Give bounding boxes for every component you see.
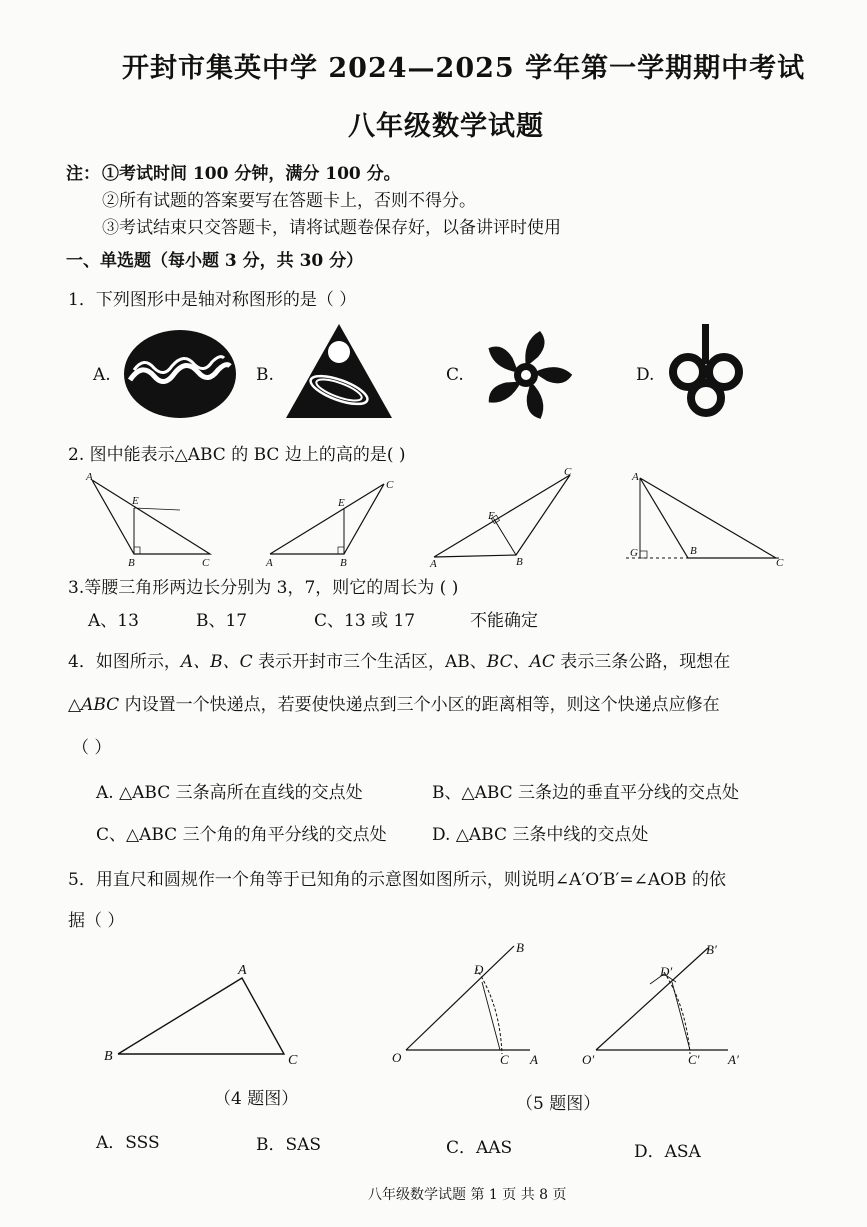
q4-line1-b: 表示开封市三个生活区，AB、	[252, 652, 487, 672]
fig4-label-c: C	[288, 1053, 298, 1068]
q2-f2-label-a: A	[266, 557, 273, 569]
q2-figure-1	[80, 470, 220, 569]
q2-f3-label-e: E	[488, 510, 495, 522]
q4-line1-a: 4．如图所示，	[68, 652, 181, 672]
note-3: ③考试结束只交答题卡，请将试题卷保存好，以备讲评时使用	[102, 218, 561, 238]
q2-f4-label-a: A	[632, 471, 639, 483]
q2-figure-2	[262, 470, 402, 569]
fig5a-label-a: A	[530, 1052, 538, 1067]
q1-figure-a-waves	[122, 328, 240, 420]
q5-option-c: C．AAS	[446, 1138, 513, 1158]
fig5b-label-b: B′	[706, 942, 717, 957]
q5-option-a: A．SSS	[96, 1133, 160, 1153]
figure-5-caption: （5 题图）	[516, 1094, 601, 1114]
q2-figure-4	[622, 470, 792, 569]
q4-line1-c: 表示三条公路，现想在	[554, 652, 731, 672]
fig5b-label-d: D′	[660, 964, 673, 979]
figure-4-triangle	[100, 960, 310, 1070]
q1-option-a-label: A.	[93, 365, 111, 385]
q2-figure-3	[428, 465, 588, 570]
q5-line-2: 据（ ）	[68, 911, 125, 931]
q2-f2-label-b: B	[340, 557, 347, 569]
q4-option-a: A. △ABC 三条高所在直线的交点处	[96, 783, 363, 803]
q1-option-b-label: B.	[256, 365, 274, 385]
q2-f3-label-a: A	[430, 558, 437, 570]
q4-line-2	[68, 690, 720, 715]
q5-option-b: B．SAS	[256, 1135, 322, 1155]
figure-5-left	[388, 940, 548, 1070]
fig5b-label-a: A′	[728, 1052, 739, 1067]
q4-line1-vars: A、B、C	[180, 652, 253, 672]
q4-line2-tri: △ABC	[68, 695, 120, 715]
fig5a-label-c: C	[500, 1052, 509, 1067]
q4-line2-text: 内设置一个快递点，若要使快递点到三个小区的距离相等，则这个快递点应修在	[119, 695, 720, 715]
q2-f1-label-b: B	[128, 557, 135, 569]
q1-option-d-label: D.	[636, 365, 655, 385]
exam-subtitle: 八年级数学试题	[348, 111, 544, 142]
q1-figure-d-circles	[666, 322, 746, 418]
q5-line-1: 5．用直尺和圆规作一个角等于已知角的示意图如图所示，则说明∠A′O′B′=∠AOB 的依	[68, 870, 726, 890]
q2-f3-label-b: B	[516, 556, 523, 568]
fig5b-label-c: C′	[688, 1052, 700, 1067]
q3-option-c: C、13 或 17	[314, 611, 416, 631]
q2-f2-label-c: C	[386, 479, 394, 491]
fig4-label-b: B	[104, 1049, 113, 1064]
note-1: ①考试时间 100 分钟，满分 100 分。	[102, 164, 401, 184]
q2-f4-label-g: G	[630, 547, 638, 559]
q4-line-3: （ ）	[72, 738, 112, 758]
page-footer: 八年级数学试题 第 1 页 共 8 页	[368, 1187, 567, 1203]
fig5a-label-b: B	[516, 940, 524, 955]
q3-option-a: A、13	[88, 611, 139, 631]
q4-line1-vars2: BC、AC	[486, 652, 555, 672]
q2-f2-label-e: E	[338, 497, 345, 509]
q1-figure-b-triangle	[284, 322, 394, 420]
q5-option-d: D．ASA	[634, 1142, 701, 1162]
q2-f3-label-c: C	[564, 466, 572, 478]
q4-option-d: D. △ABC 三条中线的交点处	[432, 825, 649, 845]
note-2: ②所有试题的答案要写在答题卡上，否则不得分。	[102, 191, 476, 211]
q2-f4-label-c: C	[776, 557, 784, 569]
q4-option-b: B、△ABC 三条边的垂直平分线的交点处	[432, 783, 740, 803]
q2-f4-label-b: B	[690, 545, 697, 557]
q1-figure-c-pinwheel	[480, 330, 572, 420]
q2-f1-label-e: E	[132, 495, 139, 507]
q4-line-1	[68, 647, 730, 672]
q3-option-b: B、17	[196, 611, 248, 631]
q3-stem: 3.等腰三角形两边长分别为 3，7，则它的周长为 ( )	[68, 578, 459, 598]
fig4-label-a: A	[238, 963, 247, 978]
fig5b-label-o: O′	[582, 1052, 595, 1067]
q2-f1-label-a: A	[86, 471, 93, 483]
q3-option-d: 不能确定	[470, 611, 538, 631]
fig5a-label-d: D	[474, 962, 484, 977]
fig5a-label-o: O	[392, 1050, 402, 1065]
exam-title: 开封市集英中学 2024—2025 学年第一学期期中考试	[122, 53, 806, 84]
notes-prefix: 注：	[66, 164, 100, 184]
q1-stem: 1．下列图形中是轴对称图形的是（ ）	[68, 290, 357, 310]
q2-stem: 2. 图中能表示△ABC 的 BC 边上的高的是( )	[68, 445, 406, 465]
q4-option-c: C、△ABC 三个角的角平分线的交点处	[96, 825, 387, 845]
q2-f1-label-c: C	[202, 557, 210, 569]
figure-5-right	[578, 940, 748, 1070]
q1-option-c-label: C.	[446, 365, 464, 385]
figure-4-caption: （4 题图）	[214, 1089, 299, 1109]
section-title: 一、单选题（每小题 3 分，共 30 分）	[66, 251, 364, 271]
